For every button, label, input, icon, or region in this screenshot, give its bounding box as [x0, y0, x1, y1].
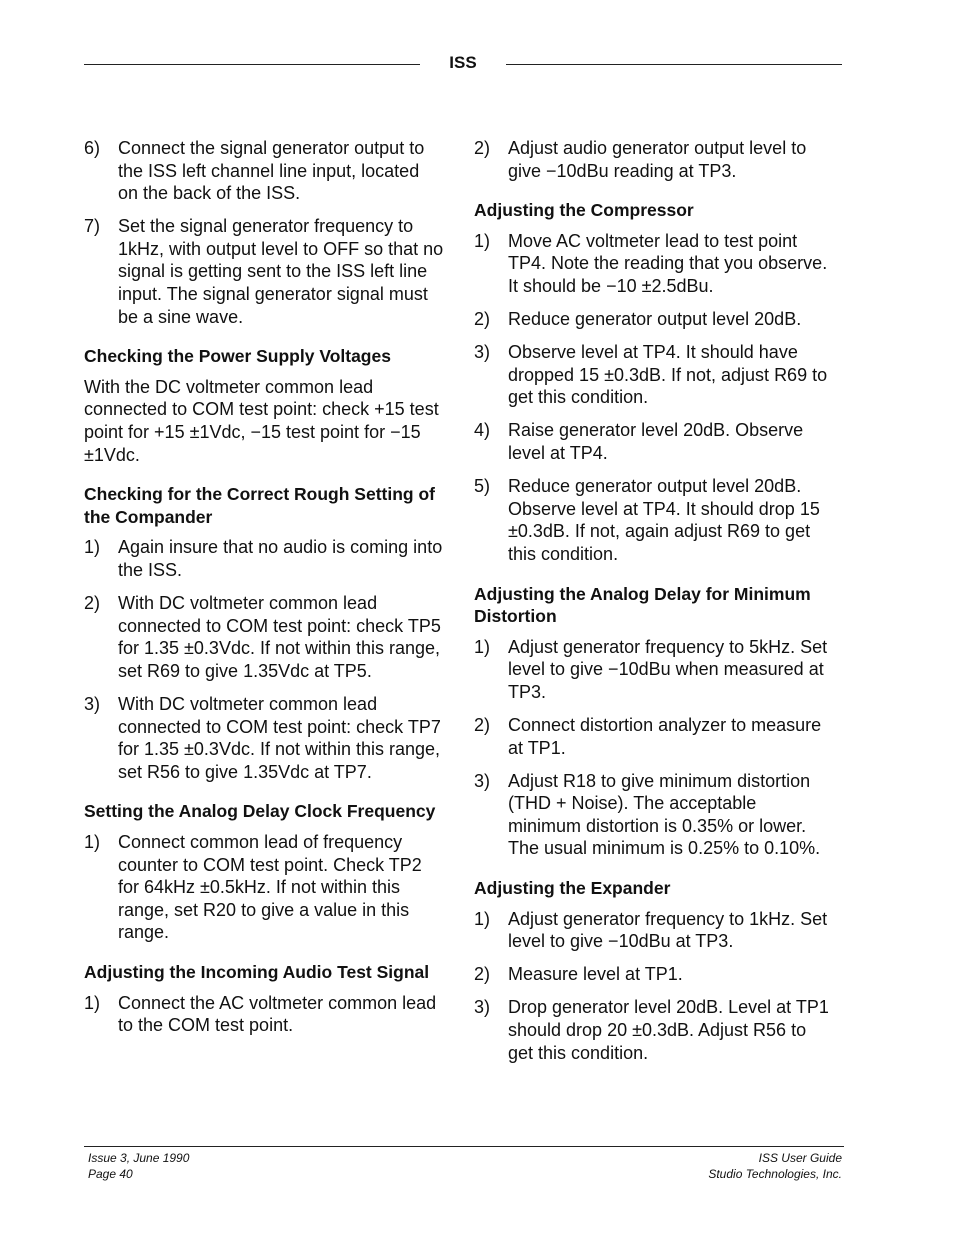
list-item	[84, 137, 444, 205]
section-heading: Setting the Analog Delay Clock Frequency	[84, 801, 436, 822]
section-heading: Adjusting the Compressor	[474, 200, 694, 221]
list-item-text: Move AC voltmeter lead to test point TP4. Note the reading that you observe. It should be −10 ±2.5dBu.	[508, 230, 828, 296]
list-item	[474, 341, 834, 409]
list-item-text: Adjust generator frequency to 1kHz. Set level to give −10dBu at TP3.	[508, 908, 828, 952]
list-item-text: Connect the AC voltmeter common lead to the COM test point.	[118, 992, 437, 1036]
list-item-text: Connect the signal generator output to the ISS left channel line input, located on the back of the ISS.	[118, 138, 425, 204]
list-item-number: 3)	[474, 770, 491, 791]
list-item	[474, 714, 834, 759]
list-item-number: 3)	[84, 693, 101, 714]
list-item	[84, 992, 444, 1037]
list-item	[84, 215, 444, 328]
list-item-text: Again insure that no audio is coming into the ISS.	[118, 537, 443, 580]
list-item-text: Drop generator level 20dB. Level at TP1 should drop 20 ±0.3dB. Adjust R56 to get this condition.	[508, 997, 829, 1063]
list-item-number: 2)	[474, 138, 491, 158]
page-footer	[84, 1146, 844, 1186]
header-rule-right	[506, 64, 842, 65]
section-heading: Adjusting the Expander	[474, 878, 671, 899]
paragraph: With the DC voltmeter common lead connected to COM test point: check +15 test point for +15 ±1Vdc, −15 test point for −15 ±1Vdc.	[84, 376, 439, 465]
page-header	[84, 52, 842, 76]
left-column	[84, 137, 444, 1047]
list-item-number: 1)	[84, 992, 101, 1013]
list-item-text: Measure level at TP1.	[508, 964, 683, 985]
list-item	[474, 636, 834, 704]
list-item-number: 2)	[474, 309, 491, 330]
list-item-text: Reduce generator output level 20dB.	[508, 309, 802, 330]
list-item-text: Reduce generator output level 20dB. Observe level at TP4. It should drop 15 ±0.3dB. If not, again adjust R69 to get this condition.	[508, 476, 820, 564]
section-heading: Adjusting the Incoming Audio Test Signal	[84, 961, 430, 982]
list-item-text: Adjust R18 to give minimum distortion (THD + Noise). The acceptable minimum distortion is 0.35% or lower. The usual minimum is 0.25% to 0.10%.	[508, 770, 821, 859]
list-item-text: Adjust generator frequency to 5kHz. Set level to give −10dBu when measured at TP3.	[508, 636, 828, 702]
footer-page-number: Page 40	[88, 1167, 133, 1181]
list-item-text: Connect distortion analyzer to measure at TP1.	[508, 714, 822, 758]
footer-rule	[84, 1146, 844, 1147]
right-column	[474, 137, 834, 1075]
list-item-number: 6)	[84, 138, 101, 158]
list-item-number: 1)	[474, 908, 491, 929]
list-item	[474, 419, 834, 464]
section-heading: Adjusting the Analog Delay for Minimum Distortion	[474, 583, 811, 627]
list-item-number: 2)	[474, 964, 491, 985]
list-item-number: 1)	[84, 831, 101, 852]
list-item	[474, 308, 834, 331]
footer-left	[88, 1150, 189, 1182]
list-item-number: 1)	[474, 636, 491, 657]
list-item	[474, 475, 834, 565]
section-heading: Checking the Power Supply Voltages	[84, 346, 391, 367]
list-item-text: Raise generator level 20dB. Observe level at TP4.	[508, 420, 804, 464]
footer-issue: Issue 3, June 1990	[88, 1151, 190, 1165]
list-item	[474, 137, 834, 182]
list-item-number: 3)	[474, 342, 491, 363]
list-item	[474, 230, 834, 298]
section-heading: Checking for the Correct Rough Setting of the Compander	[84, 484, 435, 527]
list-item-text: With DC voltmeter common lead connected to COM test point: check TP5 for 1.35 ±0.3Vdc. If not within this range, set R69 to give 1.35Vdc at TP5.	[118, 593, 441, 681]
header-title: ISS	[449, 53, 477, 72]
list-item-number: 4)	[474, 420, 491, 441]
list-item-number: 1)	[84, 537, 101, 558]
footer-company: Studio Technologies, Inc.	[708, 1167, 842, 1181]
list-item-text: Adjust audio generator output level to give −10dBu reading at TP3.	[508, 138, 807, 181]
list-item	[84, 693, 444, 783]
list-item	[84, 831, 444, 944]
list-item-number: 2)	[474, 714, 491, 735]
list-item	[474, 770, 834, 860]
list-item-text: Set the signal generator frequency to 1kHz, with output level to OFF so that no signal is getting sent to the ISS left line input. The signal generator signal must be a sine wave.	[118, 216, 444, 327]
list-item-number: 3)	[474, 997, 491, 1018]
list-item	[474, 996, 834, 1064]
list-item	[474, 963, 834, 986]
list-item	[474, 908, 834, 953]
list-item-text: With DC voltmeter common lead connected to COM test point: check TP7 for 1.35 ±0.3Vdc. If not within this range, set R56 to give 1.35Vdc at TP7.	[118, 693, 441, 782]
footer-right	[708, 1150, 842, 1182]
list-item	[84, 592, 444, 682]
list-item-number: 2)	[84, 593, 101, 614]
list-item-number: 1)	[474, 230, 491, 251]
list-item-number: 5)	[474, 476, 491, 497]
list-item	[84, 536, 444, 581]
list-item-text: Observe level at TP4. It should have dropped 15 ±0.3dB. If not, adjust R69 to get this condition.	[508, 342, 828, 408]
list-item-number: 7)	[84, 216, 101, 237]
list-item-text: Connect common lead of frequency counter to COM test point. Check TP2 for 64kHz ±0.5kHz. If not within this range, set R20 to give a value in this range.	[118, 831, 422, 943]
footer-guide-title: ISS User Guide	[758, 1151, 842, 1165]
